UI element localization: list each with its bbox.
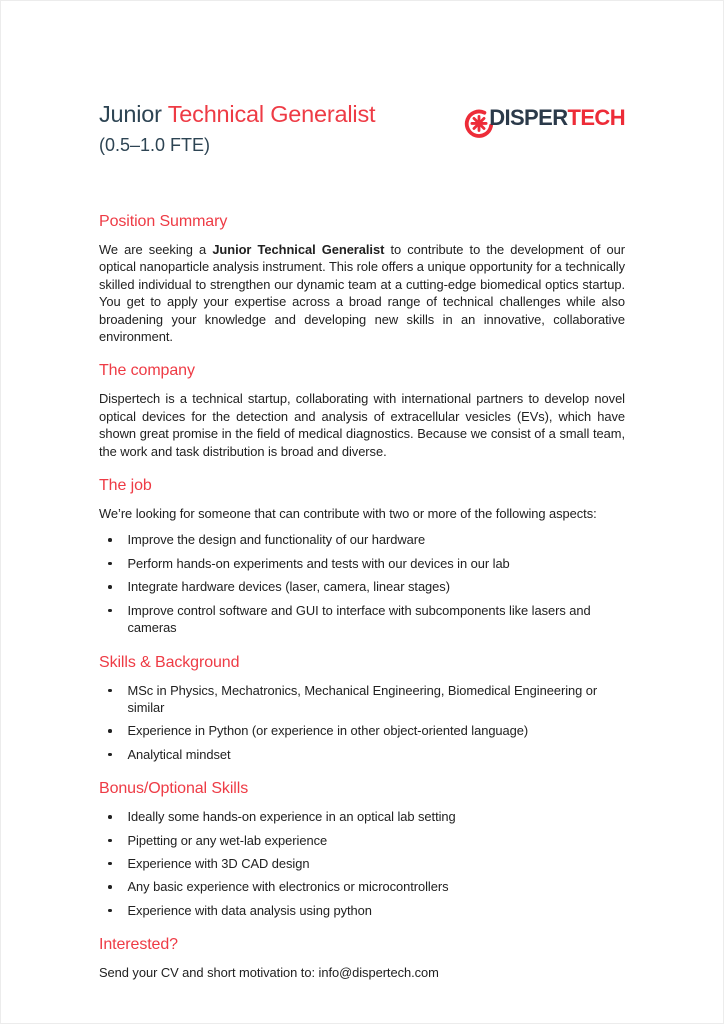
list-item-text: Ideally some hands-on experience in an optical lab setting [127,809,456,825]
interested-heading: Interested? [99,936,178,954]
list-item [99,878,625,895]
list-item-text: MSc in Physics, Mechatronics, Mechanical Engineering, Biomedical Engineering or similar [127,682,598,715]
bullet-icon [108,585,112,589]
section-bonus-skills [99,779,625,919]
list-item-text: Perform hands-on experiments and tests with our devices in our lab [127,555,510,571]
list-item-text: Improve the design and functionality of our hardware [127,532,426,548]
bonus-skills-heading: Bonus/Optional Skills [99,780,249,798]
list-item [99,722,625,739]
list-item [99,832,625,849]
list-item [99,682,625,717]
list-item-text: Experience with data analysis using python [127,902,372,918]
bullet-icon [108,562,112,566]
list-item [99,808,625,825]
paragraph-bold-text: Junior Technical Generalist [212,242,385,257]
bullet-icon [108,538,112,542]
list-item-text: Any basic experience with electronics or microcontrollers [127,879,449,895]
logo-wordmark-red: TECH [567,105,625,130]
section-company [99,361,625,460]
dispertech-logo [461,105,625,141]
list-item-text: Experience with 3D CAD design [127,855,310,871]
document-body [99,212,625,982]
document-content [99,1,625,991]
position-summary-paragraph [99,241,625,345]
list-item [99,602,625,637]
list-item-text: Analytical mindset [127,746,231,762]
document-header [99,99,625,156]
title-block [99,99,375,156]
section-job [99,476,625,636]
list-item-text: Pipetting or any wet-lab experience [127,832,328,848]
logo-wordmark [489,106,625,130]
bullet-icon [108,753,112,757]
skills-bullet-list [99,682,625,764]
list-item-text: Integrate hardware devices (laser, camera, linear stages) [127,579,450,595]
list-item-text: Experience in Python (or experience in other object-oriented language) [127,723,529,739]
bullet-icon [108,839,112,843]
bullet-icon [108,885,112,889]
section-interested [99,935,625,981]
bullet-icon [108,609,112,613]
list-item [99,578,625,595]
job-bullet-list [99,531,625,636]
list-item [99,855,625,872]
bonus-bullet-list [99,808,625,919]
list-item [99,902,625,919]
bullet-icon [108,815,112,819]
bullet-icon [108,862,112,866]
page-title [99,99,375,129]
job-heading: The job [99,477,152,495]
list-item [99,555,625,572]
section-skills [99,653,625,764]
title-prefix: Junior [99,101,168,127]
bullet-icon [108,729,112,733]
bullet-icon [108,909,112,913]
company-heading: The company [99,362,195,380]
company-paragraph: Dispertech is a technical startup, collaborating with international partners to develop novel optical devices for the detection and analysis of extracellular vesicles (EVs), which have shown great promise in the field of medical diagnostics. Because we consist of a small team, the work and task distribution is broad and diverse. [99,391,625,459]
list-item [99,531,625,548]
position-summary-heading: Position Summary [99,213,228,230]
contact-line: Send your CV and short motivation to: info@dispertech.com [99,965,439,981]
logo-wordmark-dark: DISPER [489,105,568,130]
paragraph-text: to contribute to the development of our optical nanoparticle analysis instrument. This role offers a unique opportunity for a technically skilled individual to strengthen our dynamic team at a cutting-edge biomedical optics startup. You get to apply your expertise across a broad range of technical challenges while also broadening your knowledge and developing new skills in an innovative, collaborative environment. [99,242,625,345]
bullet-icon [108,689,112,693]
section-position-summary [99,212,625,345]
list-item-text: Improve control software and GUI to interface with subcomponents like lasers and cameras [127,602,591,636]
list-item [99,746,625,763]
skills-heading: Skills & Background [99,653,240,671]
title-highlight: Technical Generalist [167,101,376,127]
paragraph-text: We are seeking a [99,242,213,257]
job-intro: We’re looking for someone that can contribute with two or more of the following aspects: [99,506,597,522]
fte-subtitle: (0.5–1.0 FTE) [99,135,211,155]
